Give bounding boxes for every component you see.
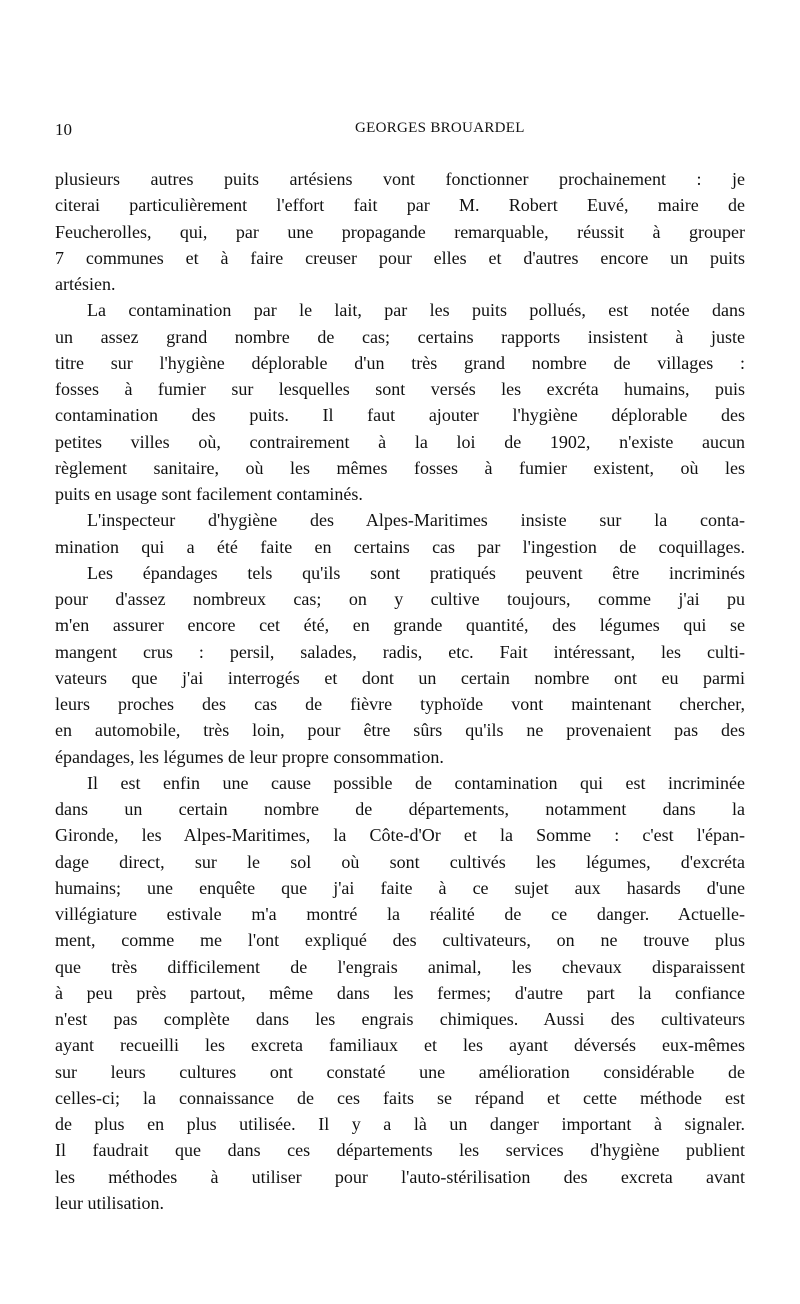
text-line: L'inspecteur d'hygiène des Alpes-Maritimes insiste sur la conta- — [87, 510, 745, 531]
text-line: pour d'assez nombreux cas; on y cultive toujours, comme j'ai pu — [55, 589, 745, 609]
text-line: Feucherolles, qui, par une propagande remarquable, réussit à grouper — [55, 221, 745, 242]
text-line: à peu près partout, même dans les fermes; d'autre part la confiance — [55, 982, 745, 1003]
text-line: artésien. — [55, 274, 116, 294]
text-line: un assez grand nombre de cas; certains rapports insistent à juste — [55, 326, 745, 347]
text-line: plusieurs autres puits artésiens vont fonctionner prochainement : je — [55, 169, 745, 189]
text-line: en automobile, très loin, pour être sûrs qu'ils ne provenaient pas des — [55, 720, 745, 741]
text-line: fosses à fumier sur lesquelles sont versés les excréta humains, puis — [55, 379, 745, 399]
text-line: que très difficilement de l'engrais animal, les chevaux disparaissent — [55, 956, 745, 977]
running-title: GEORGES BROUARDEL — [355, 120, 525, 136]
body-text — [55, 166, 745, 1216]
page-header — [55, 120, 745, 150]
text-line: celles-ci; la connaissance de ces faits se répand et cette méthode est — [55, 1087, 745, 1108]
text-line: petites villes où, contrairement à la loi de 1902, n'existe aucun — [55, 431, 745, 452]
text-line: titre sur l'hygiène déplorable d'un très grand nombre de villages : — [55, 352, 745, 373]
text-line: dans un certain nombre de départements, notamment dans la — [55, 799, 745, 819]
text-line: de plus en plus utilisée. Il y a là un danger important à signaler. — [55, 1114, 745, 1134]
text-line: m'en assurer encore cet été, en grande quantité, des légumes qui se — [55, 615, 745, 636]
text-line: Il faudrait que dans ces départements les services d'hygiène publient — [55, 1140, 745, 1161]
text-line: 7 communes et à faire creuser pour elles et d'autres encore un puits — [55, 247, 745, 268]
text-line: sur leurs cultures ont constaté une amélioration considérable de — [55, 1061, 745, 1082]
page-number: 10 — [55, 120, 72, 139]
text-line: Gironde, les Alpes-Maritimes, la Côte-d'Or et la Somme : c'est l'épan- — [55, 825, 745, 846]
text-line: citerai particulièrement l'effort fait par M. Robert Euvé, maire de — [55, 195, 745, 216]
text-line: leurs proches des cas de fièvre typhoïde vont maintenant chercher, — [55, 694, 745, 714]
text-line: n'est pas complète dans les engrais chimiques. Aussi des cultivateurs — [55, 1009, 745, 1029]
text-line: dage direct, sur le sol où sont cultivés les légumes, d'excréta — [55, 851, 745, 872]
text-line: épandages, les légumes de leur propre consommation. — [55, 746, 444, 767]
text-line: vateurs que j'ai interrogés et dont un certain nombre ont eu parmi — [55, 667, 745, 688]
text-line: contamination des puits. Il faut ajouter l'hygiène déplorable des — [55, 405, 745, 426]
text-line: ayant recueilli les excreta familiaux et les ayant déversés eux-mêmes — [55, 1035, 745, 1056]
text-line: ment, comme me l'ont expliqué des cultivateurs, on ne trouve plus — [55, 930, 745, 951]
text-line: mangent crus : persil, salades, radis, etc. Fait intéressant, les culti- — [55, 641, 745, 662]
text-line: La contamination par le lait, par les puits pollués, est notée dans — [87, 300, 745, 321]
text-line: Il est enfin une cause possible de contamination qui est incriminée — [87, 772, 745, 793]
text-line: puits en usage sont facilement contaminés. — [55, 484, 363, 504]
text-line: Les épandages tels qu'ils sont pratiqués peuvent être incriminés — [87, 562, 745, 583]
text-line: villégiature estivale m'a montré la réalité de ce danger. Actuelle- — [55, 904, 745, 924]
text-line: leur utilisation. — [55, 1192, 164, 1213]
text-line: mination qui a été faite en certains cas par l'ingestion de coquillages. — [55, 536, 745, 557]
text-line: humains; une enquête que j'ai faite à ce sujet aux hasards d'une — [55, 877, 745, 898]
text-line: règlement sanitaire, où les mêmes fosses à fumier existent, où les — [55, 457, 745, 478]
text-line: les méthodes à utiliser pour l'auto-stérilisation des excreta avant — [55, 1166, 745, 1187]
